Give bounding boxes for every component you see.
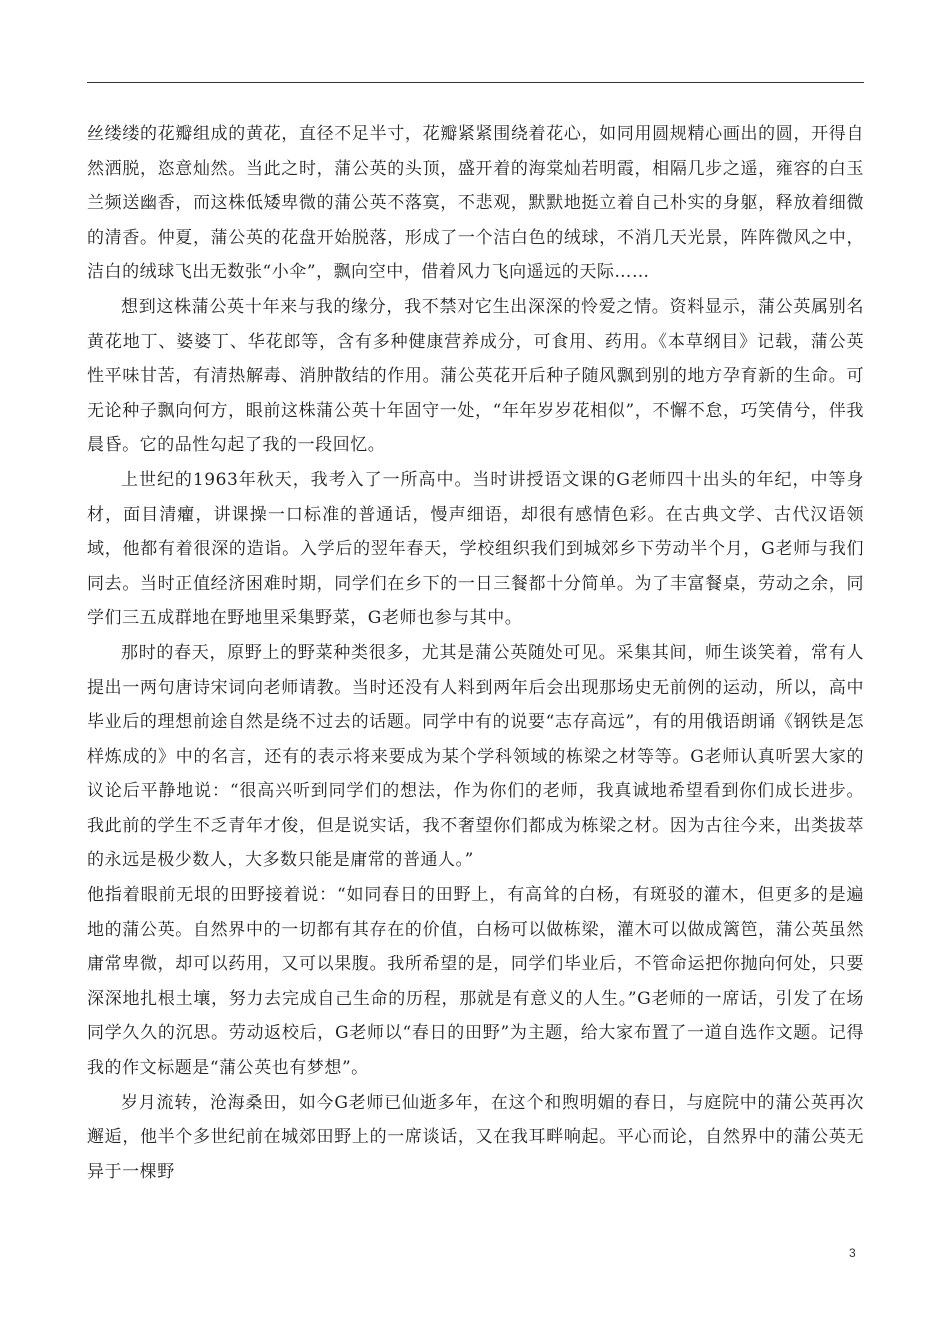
paragraph-1: 丝缕缕的花瓣组成的黄花，直径不足半寸，花瓣紧紧围绕着花心，如同用圆规精心画出的圆，开得自然洒脱，恣意灿然。当此之时，蒲公英的头顶，盛开着的海棠灿若明霞，相隔几步之遥，雍容的白玉兰频送幽香，而这株低矮卑微的蒲公英不落寞，不悲观，默默地挺立着自己朴实的身躯，释放着细微的清香。仲夏，蒲公英的花盘开始脱落，形成了一个洁白色的绒球，不消几天光景，阵阵微风之中，洁白的绒球飞出无数张“小伞”，飘向空中，借着风力飞向遥远的天际…… xyxy=(87,124,864,283)
paragraph-3: 上世纪的1963年秋天，我考入了一所高中。当时讲授语文课的G老师四十出头的年纪，中等身材，面目清癯，讲课操一口标准的普通话，慢声细语，却很有感情色彩。在古典文学、古代汉语领域，他都有着很深的造诣。入学后的翌年春天，学校组织我们到城郊乡下劳动半个月，G老师与我们同去。当时正值经济困难时期，同学们在乡下的一日三餐都十分简单。为了丰富餐桌，劳动之余，同学们三五成群地在野地里采集野菜，G老师也参与其中。 xyxy=(87,469,864,629)
paragraph-2: 想到这株蒲公英十年来与我的缘分，我不禁对它生出深深的怜爱之情。资料显示，蒲公英属别名黄花地丁、婆婆丁、华花郎等，含有多种健康营养成分，可食用、药用。《本草纲目》记载，蒲公英性平味甘苦，有清热解毒、消肿散结的作用。蒲公英花开后种子随风飘到别的地方孕育新的生命。可无论种子飘向何方，眼前这株蒲公英十年固守一处，“年年岁岁花相似”，不懈不怠，巧笑倩兮，伴我晨昏。它的品性勾起了我的一段回忆。 xyxy=(87,296,864,456)
article-body xyxy=(87,117,864,1189)
paragraph-6: 岁月流转，沧海桑田，如今G老师已仙逝多年，在这个和煦明媚的春日，与庭院中的蒲公英再次邂逅，他半个多世纪前在城郊田野上的一席谈话，又在我耳畔响起。平心而论，自然界中的蒲公英无异于一棵野 xyxy=(87,1092,864,1182)
paragraph-5: 他指着眼前无垠的田野接着说：“如同春日的田野上，有高耸的白杨，有斑驳的灌木，但更多的是遍地的蒲公英。自然界中的一切都有其存在的价值，白杨可以做栋梁，灌木可以做成篱笆，蒲公英虽然庸常卑微，却可以药用，又可以果腹。我所希望的是，同学们毕业后，不管命运把你抛向何处，只要深深地扎根土壤，努力去完成自己生命的历程，那就是有意义的人生。”G老师的一席话，引发了在场同学久久的沉思。劳动返校后，G老师以“春日的田野”为主题，给大家布置了一道自选作文题。记得我的作文标题是“蒲公英也有梦想”。 xyxy=(87,885,864,1079)
page-number: 3 xyxy=(849,1246,856,1260)
paragraph-4: 那时的春天，原野上的野菜种类很多，尤其是蒲公英随处可见。采集其间，师生谈笑着，常有人提出一两句唐诗宋词向老师请教。当时还没有人料到两年后会出现那场史无前例的运动，所以，高中毕业后的理想前途自然是绕不过去的话题。同学中有的说要“志存高远”，有的用俄语朗诵《钢铁是怎样炼成的》中的名言，还有的表示将来要成为某个学科领域的栋梁之材等等。G老师认真听罢大家的议论后平静地说：“很高兴听到同学们的想法，作为你们的老师，我真诚地希望看到你们成长进步。我此前的学生不乏青年才俊，但是说实话，我不奢望你们都成为栋梁之材。因为古往今来，出类拔萃的永远是极少数人，大多数只能是庸常的普通人。” xyxy=(87,642,864,871)
header-rule xyxy=(87,82,864,83)
